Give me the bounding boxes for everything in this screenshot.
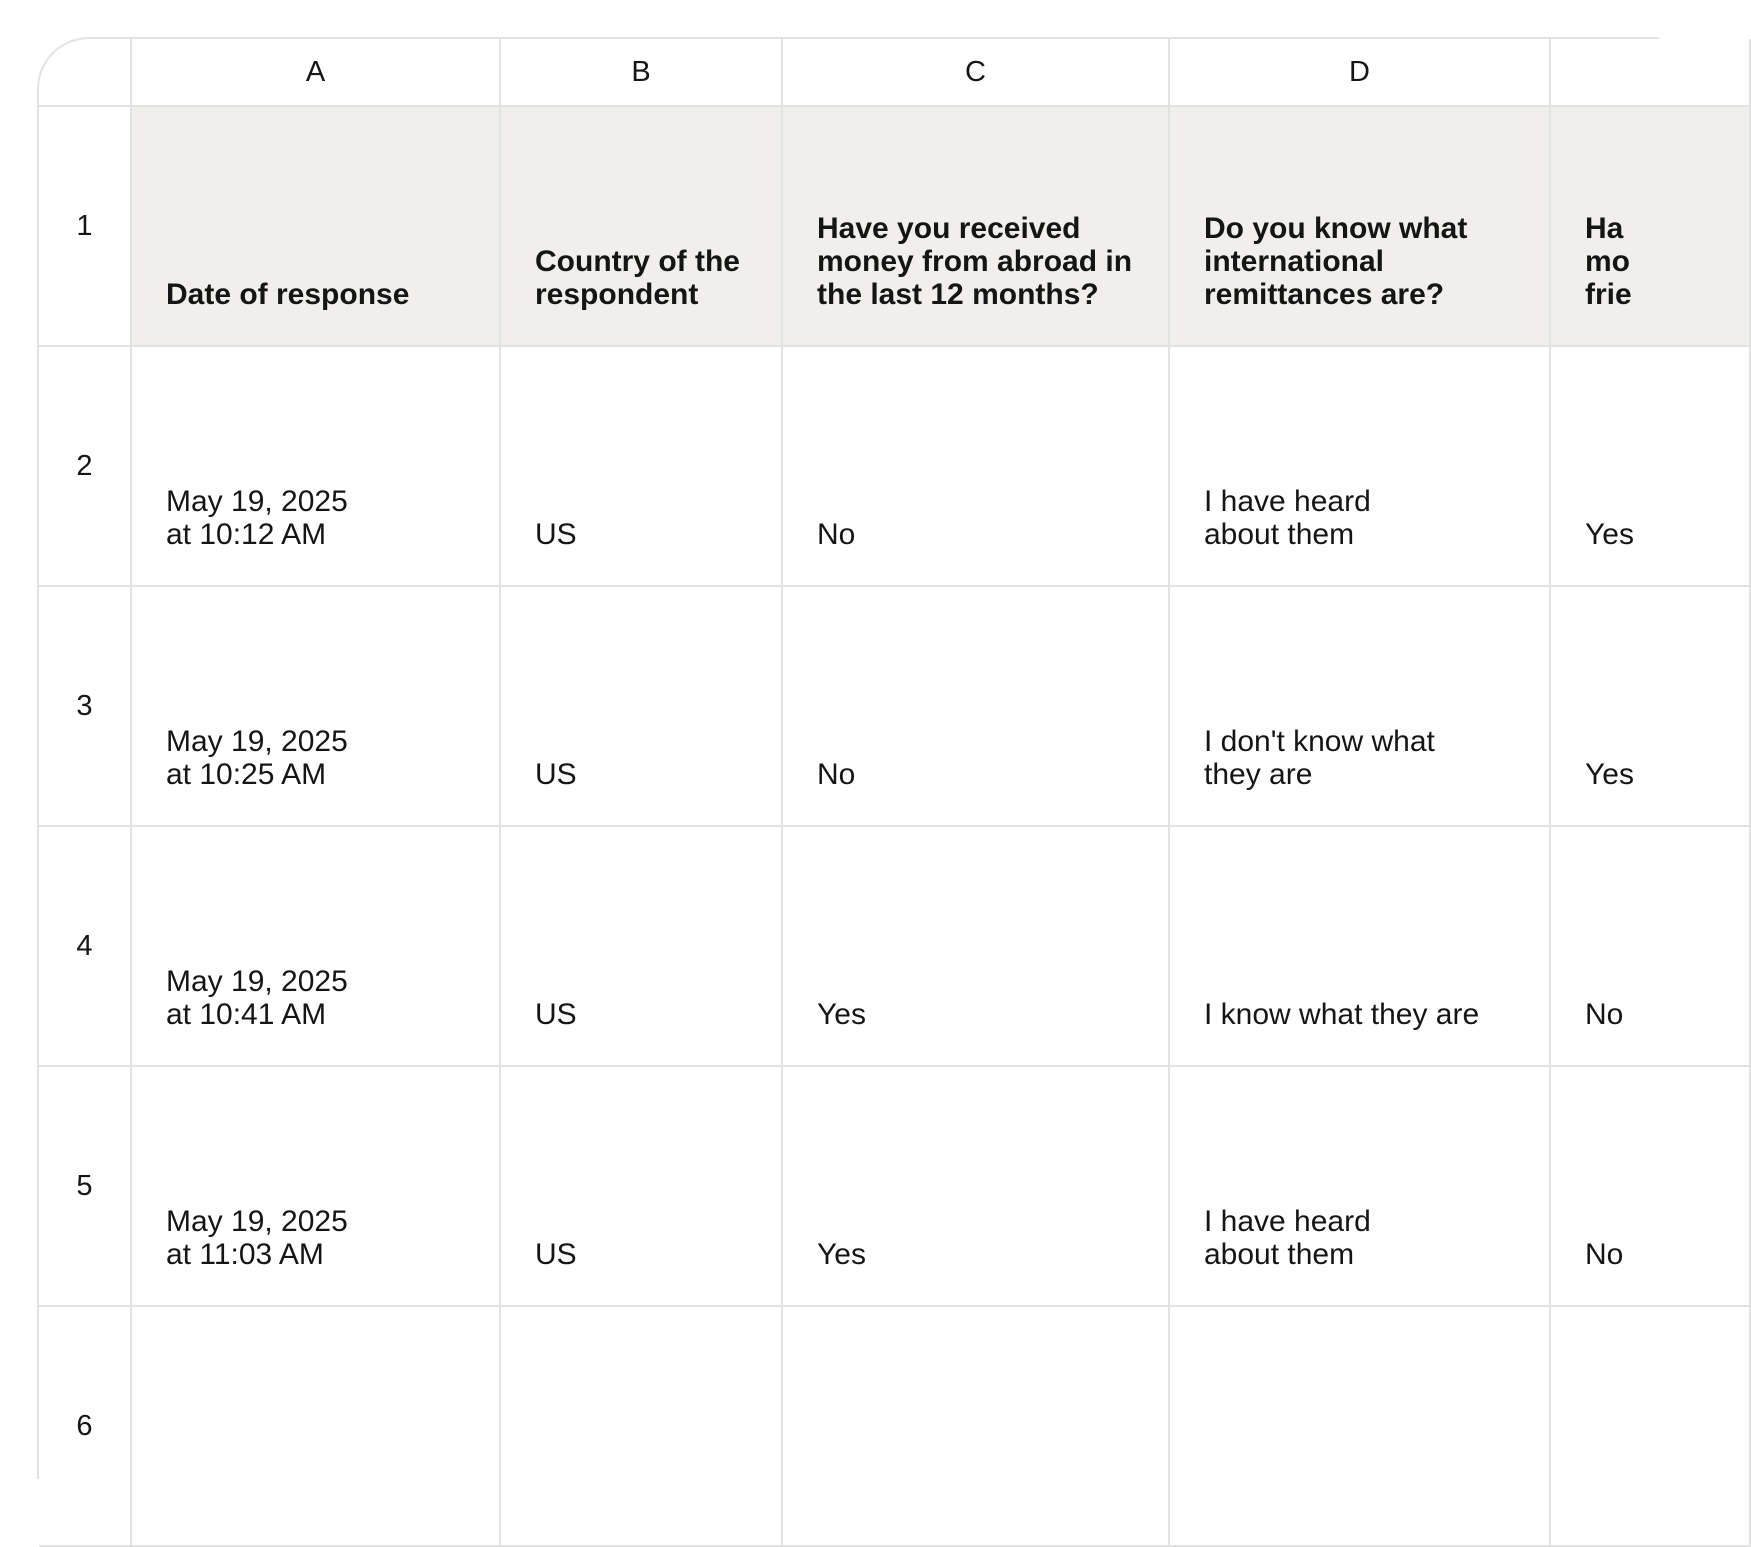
table-row [39,1307,1751,1547]
cell-e5[interactable]: No [1551,1067,1751,1307]
row-header[interactable]: 1 [39,107,132,347]
cell-a1[interactable]: Date of response [132,107,501,347]
column-header-b[interactable]: B [501,39,783,107]
row-header[interactable]: 3 [39,587,132,827]
cell-c4[interactable]: Yes [783,827,1170,1067]
row-header[interactable]: 4 [39,827,132,1067]
cell-d6[interactable] [1170,1307,1551,1547]
table-row [39,587,1751,827]
column-header-a[interactable]: A [132,39,501,107]
table-row [39,347,1751,587]
cell-e4[interactable]: No [1551,827,1751,1067]
cell-e2[interactable]: Yes [1551,347,1751,587]
cell-d3[interactable]: I don't know what they are [1170,587,1551,827]
cell-b3[interactable]: US [501,587,783,827]
cell-a6[interactable] [132,1307,501,1547]
cell-a5[interactable]: May 19, 2025 at 11:03 AM [132,1067,501,1307]
cell-b2[interactable]: US [501,347,783,587]
cell-d1[interactable]: Do you know what international remittances are? [1170,107,1551,347]
cell-d2[interactable]: I have heard about them [1170,347,1551,587]
row-header[interactable]: 6 [39,1307,132,1547]
row-header[interactable]: 5 [39,1067,132,1307]
cell-e6[interactable] [1551,1307,1751,1547]
cell-c1[interactable]: Have you received money from abroad in the last 12 months? [783,107,1170,347]
cell-b5[interactable]: US [501,1067,783,1307]
column-header-row [39,39,1751,107]
cell-c2[interactable]: No [783,347,1170,587]
cell-c6[interactable] [783,1307,1170,1547]
cell-a2[interactable]: May 19, 2025 at 10:12 AM [132,347,501,587]
cell-a3[interactable]: May 19, 2025 at 10:25 AM [132,587,501,827]
cell-b4[interactable]: US [501,827,783,1067]
column-header-c[interactable]: C [783,39,1170,107]
cell-e3[interactable]: Yes [1551,587,1751,827]
cell-a4[interactable]: May 19, 2025 at 10:41 AM [132,827,501,1067]
table-row [39,827,1751,1067]
column-header-d[interactable]: D [1170,39,1551,107]
spreadsheet-grid [37,37,1659,1479]
cell-b1[interactable]: Country of the respondent [501,107,783,347]
cell-d5[interactable]: I have heard about them [1170,1067,1551,1307]
cell-c5[interactable]: Yes [783,1067,1170,1307]
cell-b6[interactable] [501,1307,783,1547]
row-header[interactable]: 2 [39,347,132,587]
column-header-e[interactable] [1551,39,1751,107]
cell-c3[interactable]: No [783,587,1170,827]
cell-d4[interactable]: I know what they are [1170,827,1551,1067]
select-all-corner[interactable] [39,39,132,107]
cell-e1[interactable]: Ha mo frie [1551,107,1751,347]
table-row [39,1067,1751,1307]
table-row [39,107,1751,347]
